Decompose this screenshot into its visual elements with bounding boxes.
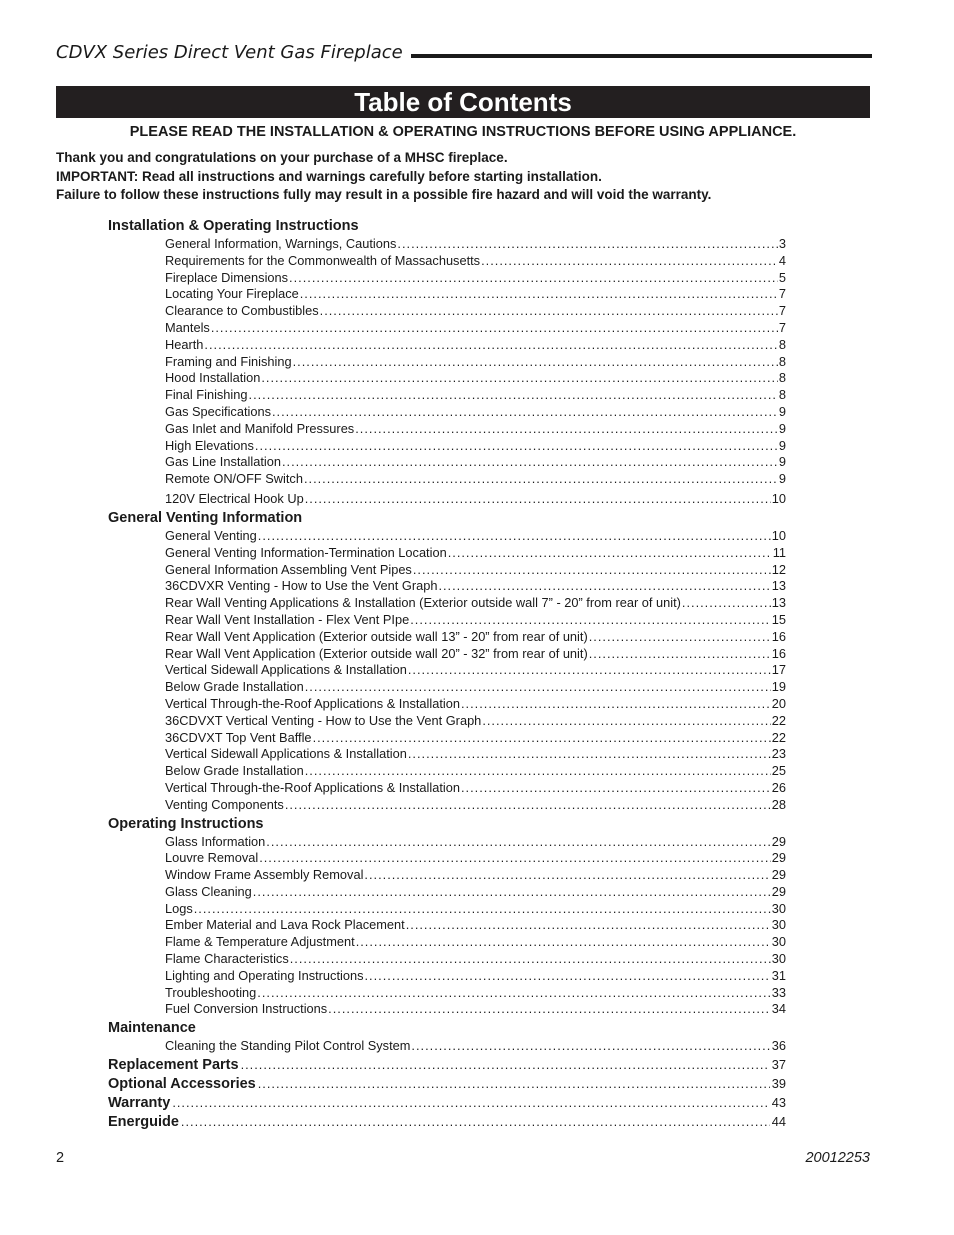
toc-entry-label: Final Finishing	[165, 387, 248, 403]
toc-entry-label: Troubleshooting	[165, 984, 257, 1000]
toc-entry	[108, 884, 786, 901]
toc-entry	[108, 662, 786, 679]
toc-entry	[108, 612, 786, 629]
toc-entry-page: 17	[771, 662, 786, 678]
toc-top-entry	[108, 1074, 786, 1093]
toc-entry	[108, 696, 786, 713]
toc-entry-page: 8	[778, 387, 786, 403]
toc-entry-label: Below Grade Installation	[165, 679, 304, 695]
toc-entry-page: 10	[771, 527, 786, 543]
toc-entry-page: 22	[771, 712, 786, 728]
dot-leader	[356, 934, 771, 951]
toc-entry-page: 30	[771, 934, 786, 950]
toc-entry	[108, 303, 786, 320]
toc-top-entry	[108, 1055, 786, 1074]
toc-entry-page: 19	[771, 679, 786, 695]
toc-entry-label: Vertical Sidewall Applications & Installation	[165, 662, 407, 678]
toc-entry-label: Mantels	[165, 319, 210, 335]
toc-entry	[108, 354, 786, 371]
toc-entry-label: Fuel Conversion Instructions	[165, 1001, 328, 1017]
toc-entry-label: Vertical Through-the-Roof Applications & Installation	[165, 779, 460, 795]
dot-leader	[255, 438, 778, 455]
toc-entry	[108, 545, 786, 562]
toc-entry	[108, 404, 786, 421]
toc-entry-page: 29	[771, 833, 786, 849]
toc-entry-label: General Venting	[165, 527, 257, 543]
toc-entry-label: Vertical Sidewall Applications & Installation	[165, 746, 407, 762]
toc-entry	[108, 320, 786, 337]
toc-entry-label: Clearance to Combustibles	[165, 303, 319, 319]
dot-leader	[448, 545, 772, 562]
toc-entry-page: 29	[771, 867, 786, 883]
toc-entry-page: 31	[771, 967, 786, 983]
toc-entry	[108, 646, 786, 663]
dot-leader	[282, 454, 778, 471]
toc-top-entry	[108, 1112, 786, 1131]
toc-entry-page: 9	[778, 420, 786, 436]
toc-entry-page: 20	[771, 695, 786, 711]
toc-entry	[108, 834, 786, 851]
toc-entry	[108, 528, 786, 545]
toc-entry-page: 9	[778, 403, 786, 419]
toc-top-entry-label: Energuide	[108, 1114, 179, 1131]
header-rule	[411, 54, 872, 58]
toc-entry-page: 8	[778, 370, 786, 386]
read-instructions-notice: PLEASE READ THE INSTALLATION & OPERATING INSTRUCTIONS BEFORE USING APPLIANCE.	[129, 124, 797, 140]
toc-entry-label: 36CDVXR Venting - How to Use the Vent Graph	[165, 578, 438, 594]
toc-top-entry	[108, 1093, 786, 1112]
dot-leader	[305, 488, 771, 508]
dot-leader	[241, 1055, 770, 1074]
toc-entry-page: 13	[771, 578, 786, 594]
toc-entry-page: 8	[778, 336, 786, 352]
toc-entry	[108, 471, 786, 488]
toc-entry-label: Hearth	[165, 336, 204, 352]
toc-entry-label: Louvre Removal	[165, 850, 259, 866]
toc-entry	[108, 901, 786, 918]
toc-entry-label: Gas Inlet and Manifold Pressures	[165, 420, 355, 436]
dot-leader	[181, 1112, 770, 1131]
dot-leader	[289, 270, 778, 287]
toc-entry-page: 10	[771, 490, 786, 506]
toc-entry-page: 25	[771, 763, 786, 779]
toc-entry-label: High Elevations	[165, 437, 254, 453]
toc-entry-label: Hood Installation	[165, 370, 261, 386]
toc-section-heading: General Venting Information	[108, 509, 303, 526]
toc-entry-page: 15	[771, 611, 786, 627]
toc-entry-label: 120V Electrical Hook Up	[165, 490, 304, 506]
toc-entry	[108, 562, 786, 579]
toc-entry	[108, 763, 786, 780]
toc-entry	[108, 867, 786, 884]
dot-leader	[589, 629, 771, 646]
page-number: 2	[56, 1150, 65, 1166]
toc-entry-page: 28	[771, 796, 786, 812]
dot-leader	[258, 528, 771, 545]
toc-entry-label: Lighting and Operating Instructions	[165, 967, 364, 983]
toc-top-entry-page: 44	[771, 1114, 786, 1130]
dot-leader	[408, 662, 771, 679]
toc-entry-label: General Information, Warnings, Cautions	[165, 236, 397, 251]
toc-entry-page: 12	[771, 561, 786, 577]
toc-entry-label: Locating Your Fireplace	[165, 286, 299, 302]
dot-leader	[204, 337, 777, 354]
toc-entry-page: 8	[778, 353, 786, 369]
toc-entry-page: 3	[778, 236, 786, 251]
toc-entry-page: 16	[771, 645, 786, 661]
dot-leader	[258, 1074, 770, 1093]
toc-top-entry-page: 39	[771, 1076, 786, 1092]
dot-leader	[290, 951, 771, 968]
toc-entry	[108, 387, 786, 404]
page-header	[56, 38, 872, 64]
page-title: Table of Contents	[56, 86, 870, 118]
toc-entry-page: 34	[771, 1001, 786, 1017]
toc-entry-label: Venting Components	[165, 796, 284, 812]
toc-entry-label: Gas Specifications	[165, 403, 271, 419]
toc-entry	[108, 934, 786, 951]
toc-entry-page: 7	[778, 303, 786, 319]
dot-leader	[461, 696, 771, 713]
dot-leader	[481, 253, 778, 270]
toc-entry-label: General Venting Information-Termination Location	[165, 544, 447, 560]
toc-entry	[108, 780, 786, 797]
toc-entry-label: Rear Wall Vent Installation - Flex Vent PIpe	[165, 611, 410, 627]
toc-entry-page: 9	[778, 471, 786, 487]
toc-entry-page: 5	[778, 269, 786, 285]
toc-section-heading: Installation & Operating Instructions	[108, 218, 359, 234]
dot-leader	[211, 320, 778, 337]
toc-entry-page: 13	[771, 595, 786, 611]
toc-entry	[108, 713, 786, 730]
toc-entry-page: 33	[771, 984, 786, 1000]
table-of-contents	[108, 216, 786, 1131]
toc-entry	[108, 337, 786, 354]
dot-leader	[300, 286, 778, 303]
dot-leader	[408, 746, 771, 763]
toc-entry-label: Framing and Finishing	[165, 353, 292, 369]
toc-entry	[108, 951, 786, 968]
dot-leader	[589, 646, 771, 663]
dot-leader	[313, 730, 771, 747]
toc-entry-label: Logs	[165, 900, 193, 916]
toc-entry	[108, 797, 786, 814]
toc-entry-label: Ember Material and Lava Rock Placement	[165, 917, 405, 933]
toc-entry	[108, 488, 786, 508]
toc-entry-page: 4	[778, 252, 786, 268]
toc-entry	[108, 1001, 786, 1018]
dot-leader	[257, 985, 770, 1002]
toc-top-entry-label: Replacement Parts	[108, 1057, 239, 1074]
toc-entry-label: Glass Cleaning	[165, 883, 252, 899]
toc-entry	[108, 679, 786, 696]
dot-leader	[364, 968, 770, 985]
toc-section-heading: Maintenance	[108, 1020, 196, 1037]
dot-leader	[305, 679, 771, 696]
toc-entry-page: 11	[772, 544, 786, 560]
toc-entry-label: Flame & Temperature Adjustment	[165, 934, 355, 950]
toc-entry-label: Cleaning the Standing Pilot Control System	[165, 1038, 411, 1054]
toc-entry-page: 26	[771, 779, 786, 795]
dot-leader	[411, 1038, 770, 1055]
dot-leader	[253, 884, 771, 901]
dot-leader	[285, 797, 771, 814]
dot-leader	[482, 713, 770, 730]
toc-entry-page: 22	[771, 729, 786, 745]
toc-entry-label: Fireplace Dimensions	[165, 269, 289, 285]
toc-entry	[108, 1038, 786, 1055]
dot-leader	[194, 901, 771, 918]
toc-entry-page: 16	[771, 628, 786, 644]
intro-text	[56, 149, 886, 205]
toc-entry-label: Window Frame Assembly Removal	[165, 867, 364, 883]
dot-leader	[305, 763, 771, 780]
dot-leader	[406, 917, 771, 934]
toc-entry-page: 30	[771, 951, 786, 967]
toc-entry-label: Requirements for the Commonwealth of Massachusetts	[165, 252, 481, 268]
toc-top-entry-page: 37	[771, 1057, 786, 1073]
toc-entry	[108, 236, 786, 253]
header-title: CDVX Series Direct Vent Gas Fireplace	[56, 42, 403, 63]
toc-entry	[108, 746, 786, 763]
toc-entry	[108, 270, 786, 287]
dot-leader	[397, 236, 777, 253]
dot-leader	[249, 387, 778, 404]
intro-line: IMPORTANT: Read all instructions and warnings carefully before starting installation.	[56, 168, 602, 184]
toc-entry	[108, 286, 786, 303]
toc-entry-label: Vertical Through-the-Roof Applications & Installation	[165, 695, 460, 711]
toc-top-entry-label: Optional Accessories	[108, 1076, 256, 1093]
dot-leader	[461, 780, 771, 797]
toc-entry	[108, 454, 786, 471]
dot-leader	[272, 404, 778, 421]
toc-entry-page: 30	[771, 917, 786, 933]
dot-leader	[259, 850, 771, 867]
toc-entry	[108, 370, 786, 387]
dot-leader	[261, 370, 778, 387]
toc-entry-label: Glass Information	[165, 833, 266, 849]
toc-entry-page: 7	[778, 286, 786, 302]
toc-entry	[108, 421, 786, 438]
toc-entry	[108, 629, 786, 646]
toc-entry-label: Gas Line Installation	[165, 454, 281, 470]
toc-entry-page: 23	[771, 746, 786, 762]
toc-entry-label: Rear Wall Vent Application (Exterior outside wall 13” - 20” from rear of unit)	[165, 628, 588, 644]
dot-leader	[355, 421, 778, 438]
toc-entry-page: 29	[771, 850, 786, 866]
toc-entry	[108, 595, 786, 612]
toc-entry-page: 9	[778, 437, 786, 453]
toc-entry-label: 36CDVXT Top Vent Baffle	[165, 729, 312, 745]
toc-entry-label: Rear Wall Venting Applications & Installation (Exterior outside wall 7” - 20” from rear of unit)	[165, 595, 681, 611]
dot-leader	[328, 1001, 771, 1018]
toc-entry-label: 36CDVXT Vertical Venting - How to Use the Vent Graph	[165, 712, 482, 728]
toc-top-entry-label: Warranty	[108, 1095, 171, 1112]
toc-entry	[108, 917, 786, 934]
toc-entry	[108, 438, 786, 455]
toc-entry	[108, 985, 786, 1002]
toc-entry	[108, 253, 786, 270]
dot-leader	[413, 562, 771, 579]
toc-entry	[108, 578, 786, 595]
toc-entry-page: 29	[771, 883, 786, 899]
toc-entry	[108, 968, 786, 985]
toc-entry-label: Below Grade Installation	[165, 763, 304, 779]
toc-top-entry-page: 43	[771, 1095, 786, 1111]
toc-entry-label: Flame Characteristics	[165, 951, 289, 967]
dot-leader	[172, 1093, 769, 1112]
toc-entry-page: 36	[771, 1038, 786, 1054]
dot-leader	[364, 867, 770, 884]
document-number: 20012253	[805, 1150, 870, 1166]
toc-entry-page: 7	[778, 319, 786, 335]
toc-section-heading: Operating Instructions	[108, 815, 264, 832]
dot-leader	[293, 354, 778, 371]
dot-leader	[682, 595, 771, 612]
intro-line: Thank you and congratulations on your purchase of a MHSC fireplace.	[56, 150, 508, 165]
dot-leader	[438, 578, 770, 595]
toc-entry-label: Remote ON/OFF Switch	[165, 471, 303, 487]
toc-entry	[108, 850, 786, 867]
toc-entry-page: 30	[771, 900, 786, 916]
toc-entry-label: Rear Wall Vent Application (Exterior outside wall 20” - 32” from rear of unit)	[165, 645, 588, 661]
dot-leader	[304, 471, 778, 488]
toc-entry-page: 9	[778, 454, 786, 470]
intro-line: Failure to follow these instructions fully may result in a possible fire hazard and will void the warranty.	[56, 187, 712, 202]
toc-entry-label: General Information Assembling Vent Pipes	[165, 561, 412, 577]
toc-entry	[108, 730, 786, 747]
dot-leader	[410, 612, 771, 629]
dot-leader	[320, 303, 778, 320]
dot-leader	[266, 834, 770, 851]
